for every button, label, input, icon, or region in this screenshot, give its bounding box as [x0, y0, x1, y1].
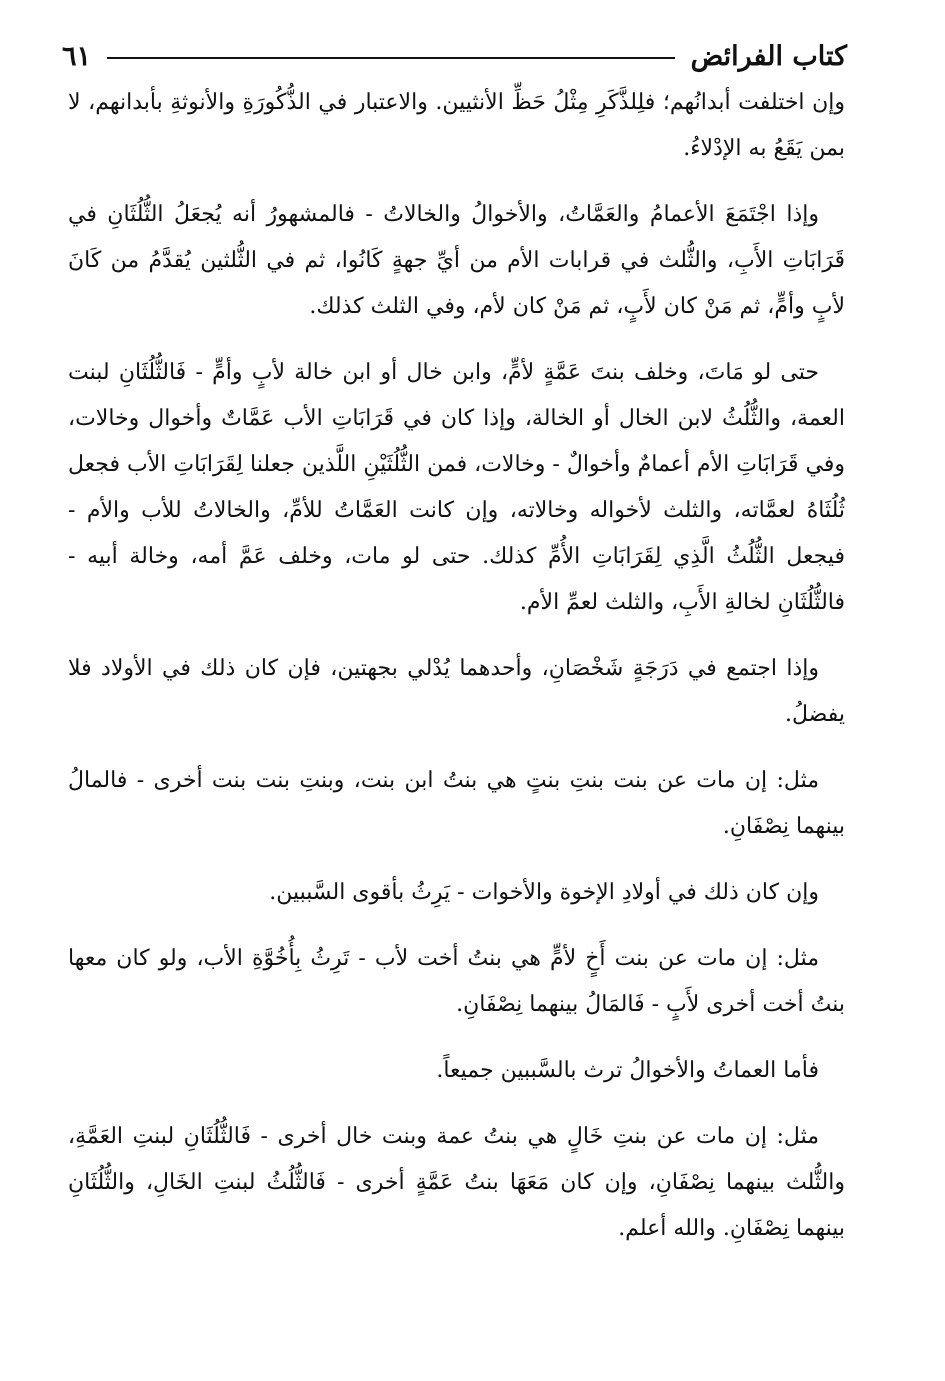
paragraph: فأما العماتُ والأخوالُ ترث بالسَّببين جميعاً.	[436, 1058, 819, 1083]
paragraph: وإن اختلفت أبدانُهم؛ فلِلذَّكَرِ مِثْلُ حَظِّ الأنثيين. والاعتبار في الذُّكُورَةِ والأنوثةِ بأبدانهم، لا بمن يَقَعُ به الإدْلاءُ.	[68, 90, 845, 161]
paragraph: وإن كان ذلك في أولادِ الإخوة والأخوات - يَرِثُ بأقوى السَّببين.	[269, 880, 819, 905]
running-header	[62, 36, 847, 76]
paragraph: مثل: إن مات عن بنت أَخٍ لأمٍّ هي بنتُ أخت لأب - تَرِثُ بِأُخُوَّةِ الأب، ولو كان معها بنتُ أخت أخرى لأَبٍ - فَالمَالُ بينهما نِصْفَانِ.	[68, 946, 845, 1017]
header-rule	[107, 57, 675, 59]
paragraph: مثل: إن مات عن بنتِ خَالٍ هي بنتُ عمة وبنت خال أخرى - فَالثُّلُثَانِ لبنتِ العَمَّةِ، والثُّلث بينهما نِصْفَانِ، وإن كان مَعَهَا بنتُ عَمَّةٍ أخرى - فَالثُّلُثُ لبنتِ الخَالِ، والثُّلُثَانِ بينهما نِصْفَانِ. والله أعلم.	[68, 1124, 845, 1241]
paragraph: مثل: إن مات عن بنت بنتِ بنتٍ هي بنتُ ابن بنت، وبنتِ بنت بنت أخرى - فالمالُ بينهما نِصْفَانِ.	[68, 768, 845, 839]
page-body	[68, 80, 845, 1272]
page-number: ٦١	[62, 40, 92, 72]
paragraph: وإذا اجتمع في دَرَجَةٍ شَخْصَانِ، وأحدهما يُدْلي بجهتين، فإن كان ذلك في الأولاد فلا يفضلُ.	[68, 656, 845, 727]
book-title: كتاب الفرائض	[690, 40, 847, 72]
paragraph: حتى لو مَاتَ، وخلف بنتَ عَمَّةٍ لأمٍّ، وابن خال أو ابن خالة لأبٍ وأمٍّ - فَالثُّلُثَانِ لبنت العمة، والثُّلُثُ لابن الخال أو الخالة، وإذا كان في قَرَابَاتِ الأب عَمَّاتٌ وأخوال وخالات، وفي قَرَابَاتِ الأم أعمامٌ وأخوالٌ - وخالات، فمن الثُّلُثَيْنِ اللَّذين جعلنا لِقَرَابَاتِ الأب فجعل ثُلُثَاهُ لعمَّاته، والثلث لأخواله وخالاته، وإن كانت العَمَّاتُ للأمِّ، والخالاتُ للأب والأم - فيجعل الثُّلُثُ الَّذِي لِقَرَابَاتِ الأُمِّ كذلك. حتى لو مات، وخلف عَمَّ أمه، وخالة أبيه - فالثُّلُثَانِ لخالةِ الأَبِ، والثلث لعمِّ الأم.	[68, 360, 845, 615]
paragraph: وإذا اجْتَمَعَ الأعمامُ والعَمَّاتُ، والأخوالُ والخالاتُ - فالمشهورُ أنه يُجعَلُ الثُّلُثَانِ في قَرَابَاتِ الأَبِ، والثُّلث في قرابات الأم من أيِّ جهةٍ كَانُوا، ثم في الثُّلثين يُقدَّمُ من كَانَ لأبٍ وأمٍّ، ثم مَنْ كان لأَبٍ، ثم مَنْ كان لأم، وفي الثلث كذلك.	[68, 202, 845, 319]
